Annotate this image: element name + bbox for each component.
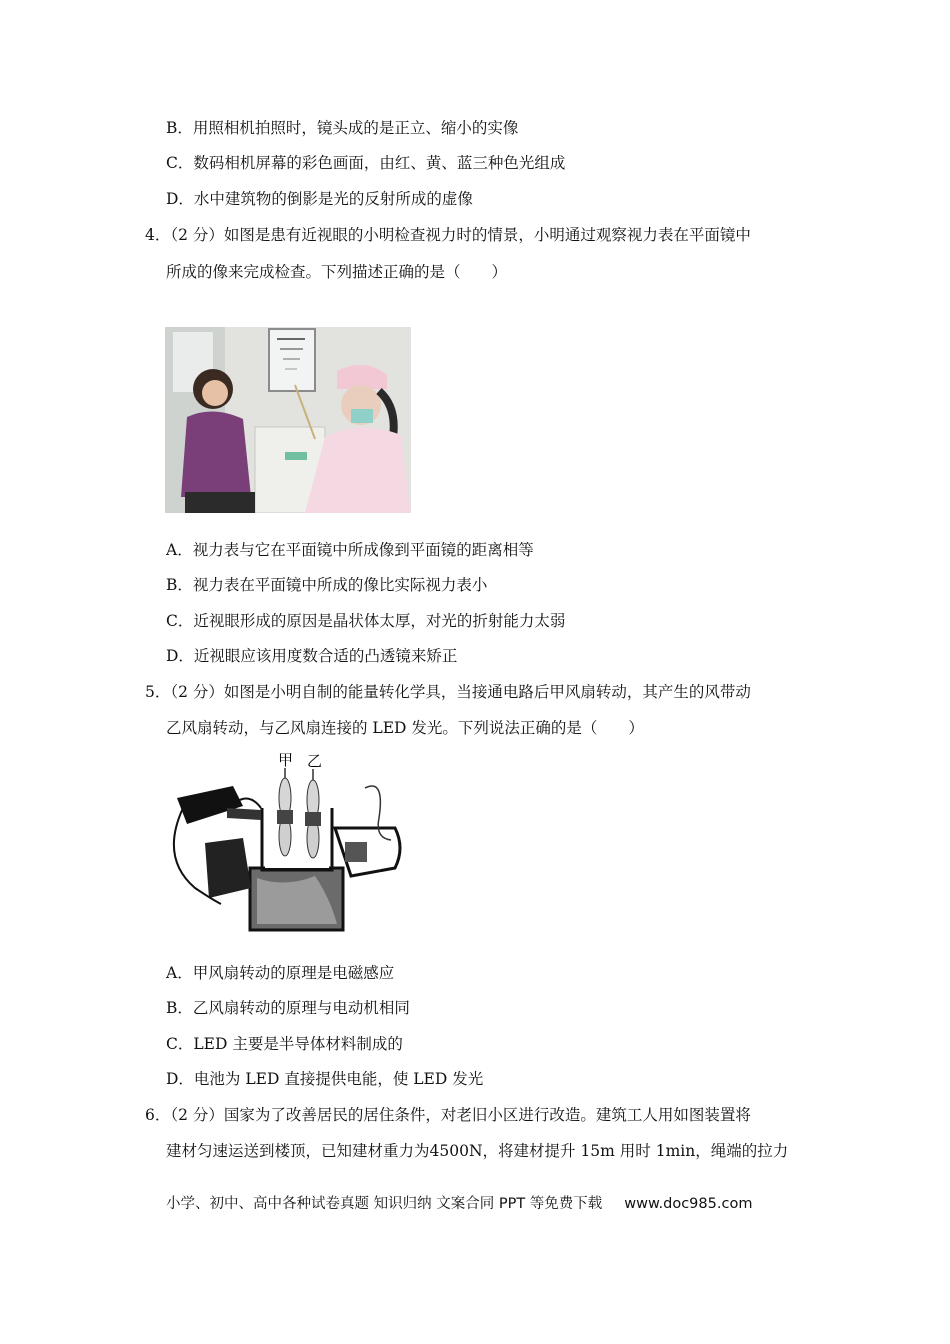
q4-option-d: D．近视眼应该用度数合适的凸透镜来矫正: [166, 647, 458, 665]
q3-option-b: B．用照相机拍照时，镜头成的是正立、缩小的实像: [166, 119, 519, 137]
q5-stem-line2: 乙风扇转动，与乙风扇连接的 LED 发光。下列说法正确的是（ ）: [166, 719, 644, 737]
q5-stem-line1: 5．（2 分）如图是小明自制的能量转化学具，当接通电路后甲风扇转动，其产生的风带动: [145, 683, 751, 701]
q3-option-c: C．数码相机屏幕的彩色画面，由红、黄、蓝三种色光组成: [166, 154, 566, 172]
page-footer: [166, 1192, 752, 1213]
q6-stem-line2: 建材匀速运送到楼顶，已知建材重力为4500N，将建材提升 15m 用时 1min，绳端的拉力: [166, 1142, 789, 1160]
q4-option-a: A．视力表与它在平面镜中所成像到平面镜的距离相等: [166, 541, 534, 559]
q4-stem-line1: 4．（2 分）如图是患有近视眼的小明检查视力时的情景，小明通过观察视力表在平面镜中: [145, 226, 751, 244]
q3-option-d: D．水中建筑物的倒影是光的反射所成的虚像: [166, 190, 473, 208]
q6-stem-line1: 6．（2 分）国家为了改善居民的居住条件，对老旧小区进行改造。建筑工人用如图装置将: [145, 1106, 751, 1124]
label-yi: 乙: [307, 752, 323, 770]
q5-option-d: D．电池为 LED 直接提供电能，使 LED 发光: [166, 1070, 484, 1088]
q5-option-a: A．甲风扇转动的原理是电磁感应: [166, 964, 395, 982]
footer-text: 小学、初中、高中各种试卷真题 知识归纳 文案合同 PPT 等免费下载: [166, 1196, 603, 1212]
q4-stem-line2: 所成的像来完成检查。下列描述正确的是（ ）: [166, 263, 508, 281]
q5-option-b: B．乙风扇转动的原理与电动机相同: [166, 999, 410, 1017]
footer-url[interactable]: www.doc985.com: [624, 1196, 753, 1212]
q4-option-c: C．近视眼形成的原因是晶状体太厚，对光的折射能力太弱: [166, 612, 566, 630]
q5-option-c: C．LED 主要是半导体材料制成的: [166, 1035, 403, 1053]
fan-device-diagram: [165, 748, 410, 934]
q4-option-b: B．视力表在平面镜中所成的像比实际视力表小: [166, 576, 488, 594]
eye-test-photo: [165, 327, 411, 513]
label-jia: 甲: [278, 751, 294, 769]
